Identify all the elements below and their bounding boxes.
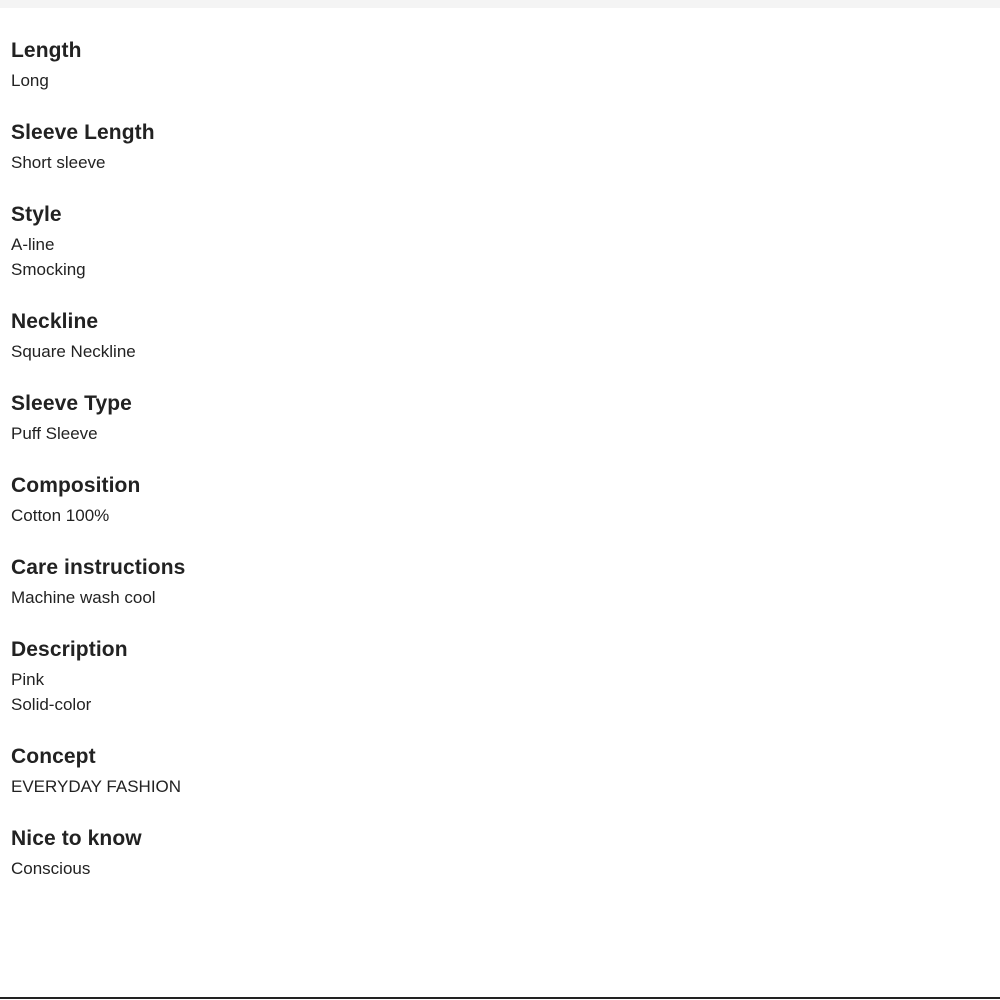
detail-section-composition [11,469,971,528]
detail-value: Puff Sleeve [11,424,98,443]
detail-section-length [11,34,971,93]
top-divider-strip [0,0,1000,8]
detail-value: Smocking [11,260,86,279]
detail-value: Pink [11,670,45,689]
detail-title: Care instructions [11,556,186,579]
detail-value: Solid-color [11,695,92,714]
detail-title: Composition [11,474,141,497]
detail-value: EVERYDAY FASHION [11,777,182,796]
detail-section-sleeve-length [11,116,971,175]
detail-section-care-instructions [11,551,971,610]
detail-value: Cotton 100% [11,506,110,525]
detail-title: Description [11,638,128,661]
detail-section-neckline [11,305,971,364]
detail-title: Length [11,39,82,62]
detail-value: Machine wash cool [11,588,156,607]
product-details-list [11,34,971,904]
detail-value: Long [11,71,49,90]
detail-value: Conscious [11,859,91,878]
detail-section-style [11,198,971,282]
detail-value: Square Neckline [11,342,136,361]
detail-title: Sleeve Length [11,121,155,144]
detail-section-concept [11,740,971,799]
detail-title: Sleeve Type [11,392,132,415]
detail-section-nice-to-know [11,822,971,881]
detail-section-sleeve-type [11,387,971,446]
detail-title: Neckline [11,310,99,333]
detail-value: A-line [11,235,55,254]
detail-value: Short sleeve [11,153,106,172]
detail-section-description [11,633,971,717]
detail-title: Style [11,203,62,226]
detail-title: Concept [11,745,96,768]
detail-title: Nice to know [11,827,142,850]
bottom-divider [0,997,1000,999]
